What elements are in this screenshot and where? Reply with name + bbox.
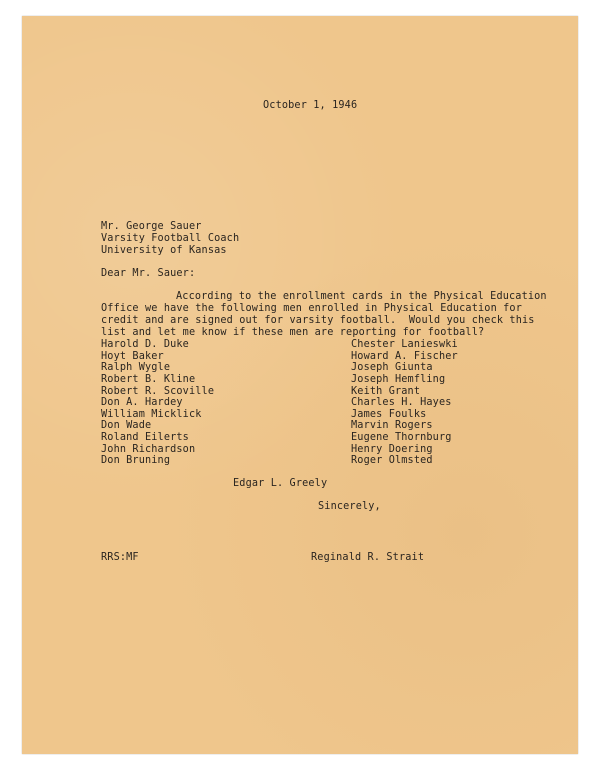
address-line-institution: University of Kansas (101, 245, 227, 256)
list-item: William Micklick (101, 408, 202, 420)
list-item: Roland Eilerts (101, 432, 189, 444)
typist-initials: RRS:MF (101, 552, 139, 563)
list-item: Don Wade (101, 420, 152, 432)
list-item: Don Bruning (101, 455, 171, 467)
letter-date: October 1, 1946 (263, 100, 358, 111)
closing: Sincerely, (318, 501, 381, 512)
signature-name: Reginald R. Strait (311, 552, 425, 563)
list-item: Marvin Rogers (351, 420, 433, 432)
list-item: Howard A. Fischer (351, 350, 458, 362)
list-item: Joseph Hemfling (351, 373, 446, 385)
body-line: list and let me know if these men are reporting for football? (101, 327, 485, 338)
address-line-name: Mr. George Sauer (101, 221, 202, 232)
list-item: Roger Olmsted (351, 455, 433, 467)
names-list-left (101, 339, 214, 467)
letter-body (101, 291, 547, 339)
names-list-right (351, 339, 458, 467)
list-item: Joseph Giunta (351, 362, 433, 374)
list-item: John Richardson (101, 443, 196, 455)
salutation: Dear Mr. Sauer: (101, 268, 196, 279)
list-item: Robert B. Kline (101, 373, 196, 385)
list-item: Harold D. Duke (101, 339, 189, 350)
body-line: According to the enrollment cards in the Physical Education (176, 291, 547, 302)
address-line-title: Varsity Football Coach (101, 233, 240, 244)
list-item: Don A. Hardey (101, 397, 183, 409)
list-item: Henry Doering (351, 443, 433, 455)
list-item: James Foulks (351, 408, 427, 420)
list-item: Robert R. Scoville (101, 385, 215, 397)
body-line: credit and are signed out for varsity football. Would you check this (101, 315, 535, 326)
list-item: Charles H. Hayes (351, 397, 452, 409)
list-item: Chester Lanieswki (351, 339, 458, 350)
list-item: Ralph Wygle (101, 362, 171, 374)
list-item: Hoyt Baker (101, 350, 164, 362)
list-item-center: Edgar L. Greely (233, 478, 328, 489)
body-line: Office we have the following men enrolled in Physical Education for (101, 303, 522, 314)
list-item: Eugene Thornburg (351, 432, 452, 444)
letter-paper (22, 16, 578, 754)
list-item: Keith Grant (351, 385, 421, 397)
